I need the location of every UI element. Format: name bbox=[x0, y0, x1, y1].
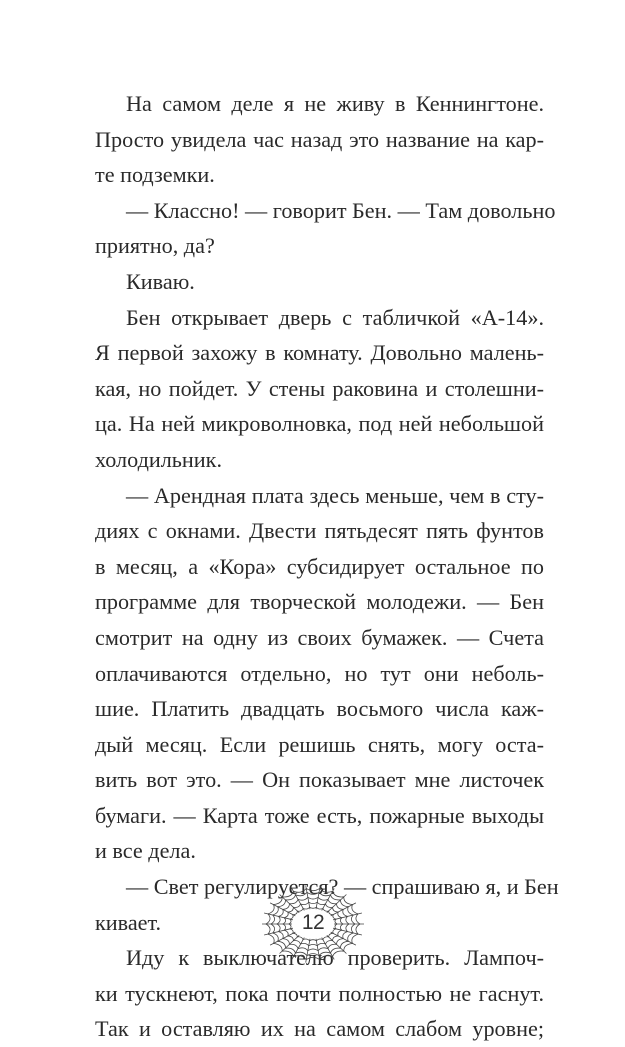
text-line: и все дела. bbox=[95, 838, 196, 864]
text-line: На самом деле я не живу в Кеннингтоне. bbox=[126, 91, 544, 116]
text-line: Киваю. bbox=[126, 268, 195, 294]
text-line: ки тускнеют, пока почти полностью не гаснут. bbox=[95, 980, 544, 1006]
text-line: ца. На ней микроволновка, под ней небольшой bbox=[95, 411, 544, 437]
text-line: диях с окнами. Двести пятьдесят пять фунтов bbox=[95, 518, 544, 544]
text-line: смотрит на одну из своих бумажек. — Счета bbox=[95, 624, 544, 650]
text-line: дый месяц. Если решишь снять, могу оста- bbox=[95, 731, 544, 757]
text-line: шие. Платить двадцать восьмого числа каж- bbox=[95, 696, 544, 722]
text-line: кивает. bbox=[95, 909, 162, 935]
text-line: бумаги. — Карта тоже есть, пожарные выходы bbox=[95, 802, 544, 828]
text-line: в месяц, а «Кора» субсидирует остальное по bbox=[95, 553, 544, 579]
text-line: кая, но пойдет. У стены раковина и столешни- bbox=[95, 375, 544, 401]
page-number: 12 bbox=[301, 911, 325, 934]
page-number-ornament bbox=[262, 884, 364, 964]
text-line: приятно, да? bbox=[95, 233, 215, 259]
text-line: Просто увидела час назад это название на кар- bbox=[95, 126, 544, 152]
text-line: оплачиваются отдельно, но тут они неболь- bbox=[95, 660, 544, 686]
text-line: — Классно! — говорит Бен. — Там довольно bbox=[126, 197, 556, 223]
text-line: Бен открывает дверь с табличкой «А-14». bbox=[126, 304, 544, 330]
text-line: те подземки. bbox=[95, 162, 215, 188]
text-line: холодильник. bbox=[95, 446, 223, 472]
text-line: — Свет регулируется? — спрашиваю я, и Бен bbox=[126, 874, 559, 900]
text-line: — Арендная плата здесь меньше, чем в сту- bbox=[126, 482, 544, 508]
text-line: программе для творческой молодежи. — Бен bbox=[95, 589, 544, 615]
text-line: Я первой захожу в комнату. Довольно малень- bbox=[95, 340, 544, 366]
text-line: Иду к выключателю проверить. Лампоч- bbox=[126, 945, 544, 971]
text-line: вить вот это. — Он показывает мне листочек bbox=[95, 767, 544, 793]
text-line: Так и оставляю их на самом слабом уровне; bbox=[95, 1016, 544, 1042]
